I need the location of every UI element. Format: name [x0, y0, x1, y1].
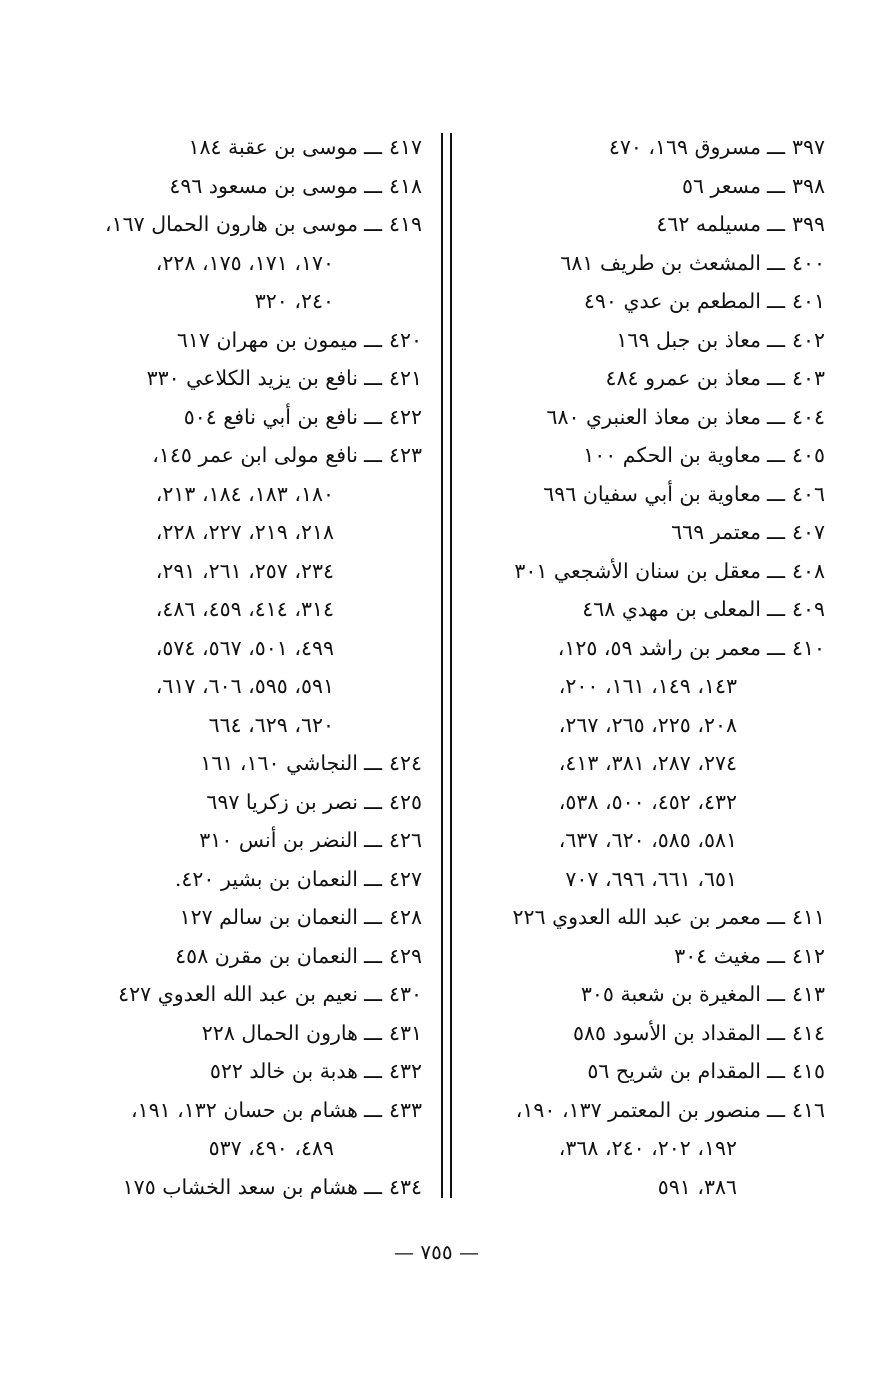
entry-pages: ٢٣٤، ٢٥٧، ٢٦١، ٢٩١،: [155, 558, 334, 583]
entry-pages: ٢١٨، ٢١٩، ٢٢٧، ٢٢٨،: [155, 520, 334, 544]
entry-dash: ـــ: [766, 982, 785, 1006]
index-entry: [470, 513, 825, 552]
entry-number: ٤١٨: [388, 173, 422, 198]
index-entry-continuation: [70, 282, 422, 321]
index-entry: [70, 436, 422, 475]
entry-text: النجاشي ١٦٠، ١٦١: [200, 751, 358, 775]
index-entry-continuation: [470, 783, 825, 822]
entry-number: ٤٠٨: [791, 558, 825, 583]
entry-pages: ٤٨٩، ٤٩٠، ٥٣٧: [208, 1136, 334, 1160]
index-entry-continuation: [70, 590, 422, 629]
entry-text: معاذ بن عمرو ٤٨٤: [605, 366, 761, 390]
entry-text: المغيرة بن شعبة ٣٠٥: [580, 982, 761, 1006]
index-entry: [470, 359, 825, 398]
index-entry-continuation: [470, 860, 825, 899]
index-entry: [70, 167, 422, 206]
entry-number: ٤٢٨: [388, 905, 422, 929]
entry-pages: ٣٨٦، ٥٩١: [657, 1174, 737, 1199]
entry-pages: ١٧٠، ١٧١، ١٧٥، ٢٢٨،: [155, 250, 334, 275]
entry-pages: ٥٨١، ٥٨٥، ٦٢٠، ٦٣٧،: [558, 828, 737, 852]
index-entry-continuation: [70, 475, 422, 514]
entry-dash: ـــ: [363, 1174, 382, 1199]
entry-number: ٤٢٣: [388, 443, 422, 467]
index-entry: [470, 167, 825, 206]
entry-dash: ـــ: [766, 250, 785, 275]
entry-text: معقل بن سنان الأشجعي ٣٠١: [514, 558, 761, 583]
entry-number: ٤٣٣: [388, 1097, 422, 1122]
entry-pages: ١٤٣، ١٤٩، ١٦١، ٢٠٠،: [558, 674, 737, 698]
index-entry: [470, 1014, 825, 1053]
entry-number: ٤٢٥: [388, 789, 422, 814]
entry-text: معتمر ٦٦٩: [671, 520, 761, 544]
index-entry: [70, 321, 422, 360]
index-entry: [470, 629, 825, 668]
index-entry: [470, 205, 825, 244]
index-entry: [470, 975, 825, 1014]
entry-number: ٤١٠: [791, 635, 825, 660]
entry-text: معاوية بن أبي سفيان ٦٩٦: [543, 481, 761, 506]
index-entry: [470, 321, 825, 360]
index-entry: [70, 744, 422, 783]
entry-dash: ـــ: [766, 289, 785, 313]
entry-dash: ـــ: [766, 443, 785, 467]
entry-dash: ـــ: [766, 558, 785, 583]
entry-dash: ـــ: [363, 404, 382, 429]
entry-number: ٤٠٦: [791, 481, 825, 506]
entry-number: ٤٢٦: [388, 828, 422, 852]
entry-number: ٣٩٩: [791, 212, 825, 236]
entry-text: المشعث بن طريف ٦٨١: [560, 250, 761, 275]
index-entry-continuation: [470, 1168, 825, 1207]
entry-number: ٤٣١: [388, 1020, 422, 1045]
entry-pages: ٣١٤، ٤١٤، ٤٥٩، ٤٨٦،: [155, 597, 334, 621]
index-entry-continuation: [470, 706, 825, 745]
entry-number: ٤٠٩: [791, 597, 825, 621]
entry-dash: ـــ: [363, 1097, 382, 1122]
entry-number: ٤١٢: [791, 943, 825, 968]
entry-text: النعمان بن مقرن ٤٥٨: [175, 943, 358, 968]
entry-number: ٤٢٧: [388, 866, 422, 891]
entry-pages: ٢٤٠، ٣٢٠: [254, 289, 334, 313]
entry-dash: ـــ: [766, 481, 785, 506]
index-entry: [70, 205, 422, 244]
index-entry: [70, 359, 422, 398]
entry-dash: ـــ: [766, 520, 785, 544]
entry-pages: ٤٩٩، ٥٠١، ٥٦٧، ٥٧٤،: [155, 635, 334, 660]
index-entry: [470, 282, 825, 321]
entry-dash: ـــ: [363, 212, 382, 236]
entry-number: ٤٠٢: [791, 327, 825, 352]
entry-number: ٤١٣: [791, 982, 825, 1006]
entry-text: مسروق ١٦٩، ٤٧٠: [608, 135, 761, 159]
index-entry: [470, 475, 825, 514]
entry-text: معمر بن راشد ٥٩، ١٢٥،: [557, 635, 761, 660]
entry-pages: ١٨٠، ١٨٣، ١٨٤، ٢١٣،: [155, 481, 334, 506]
index-column-left: [70, 128, 422, 1206]
entry-number: ٤٣٠: [388, 982, 422, 1006]
entry-number: ٤١١: [791, 905, 825, 929]
index-entry: [470, 1052, 825, 1091]
entry-number: ٤٠٠: [791, 250, 825, 275]
index-entry-continuation: [470, 744, 825, 783]
entry-pages: ١٩٢، ٢٠٢، ٢٤٠، ٣٦٨،: [558, 1136, 737, 1160]
entry-number: ٤٠٧: [791, 520, 825, 544]
index-entry: [470, 937, 825, 976]
entry-text: نافع مولى ابن عمر ١٤٥،: [152, 443, 358, 467]
index-entry: [470, 398, 825, 437]
entry-number: ٤٣٢: [388, 1059, 422, 1083]
entry-dash: ـــ: [766, 173, 785, 198]
index-entry: [70, 783, 422, 822]
entry-text: مسعر ٥٦: [681, 173, 761, 198]
entry-text: موسى بن هارون الحمال ١٦٧،: [105, 212, 358, 236]
entry-number: ٤٠٤: [791, 404, 825, 429]
index-entry: [70, 1052, 422, 1091]
index-entry: [470, 436, 825, 475]
entry-dash: ـــ: [363, 866, 382, 891]
index-entry: [470, 128, 825, 167]
entry-pages: ٦٥١، ٦٦١، ٦٩٦، ٧٠٧: [565, 866, 737, 891]
entry-text: المقدام بن شريح ٥٦: [587, 1059, 761, 1083]
entry-dash: ـــ: [363, 135, 382, 159]
entry-text: النعمان بن سالم ١٢٧: [179, 905, 358, 929]
entry-text: هشام بن سعد الخشاب ١٧٥: [122, 1174, 358, 1199]
entry-text: مسيلمه ٤٦٢: [656, 212, 761, 236]
entry-text: موسى بن مسعود ٤٩٦: [169, 173, 358, 198]
entry-text: هارون الحمال ٢٢٨: [201, 1020, 358, 1045]
index-entry-continuation: [70, 552, 422, 591]
entry-number: ٤١٧: [388, 135, 422, 159]
entry-pages: ٢٧٤، ٢٨٧، ٣٨١، ٤١٣،: [558, 751, 737, 775]
entry-text: معاوية بن الحكم ١٠٠: [583, 443, 761, 467]
entry-number: ٤١٩: [388, 212, 422, 236]
index-entry: [70, 1014, 422, 1053]
entry-text: نافع بن أبي نافع ٥٠٤: [183, 404, 358, 429]
index-entry: [470, 590, 825, 629]
index-entry: [470, 1091, 825, 1130]
entry-number: ٤١٤: [791, 1020, 825, 1045]
column-divider-line: [441, 133, 443, 1198]
index-entry-continuation: [70, 1129, 422, 1168]
index-entry-continuation: [70, 629, 422, 668]
entry-dash: ـــ: [363, 1020, 382, 1045]
entry-dash: ـــ: [766, 943, 785, 968]
entry-dash: ـــ: [363, 943, 382, 968]
index-entry: [70, 898, 422, 937]
entry-text: المطعم بن عدي ٤٩٠: [583, 289, 761, 313]
index-entry-continuation: [70, 667, 422, 706]
index-entry: [470, 244, 825, 283]
entry-text: موسى بن عقبة ١٨٤: [188, 135, 358, 159]
entry-dash: ـــ: [363, 366, 382, 390]
entry-number: ٤٢١: [388, 366, 422, 390]
index-column-right: [470, 128, 825, 1206]
entry-number: ٤٢٤: [388, 751, 422, 775]
index-entry: [70, 1091, 422, 1130]
entry-number: ٤٢٢: [388, 404, 422, 429]
entry-dash: ـــ: [766, 404, 785, 429]
entry-text: نعيم بن عبد الله العدوي ٤٢٧: [118, 982, 358, 1006]
entry-number: ٤٠٣: [791, 366, 825, 390]
entry-number: ٤١٥: [791, 1059, 825, 1083]
index-entry-continuation: [70, 706, 422, 745]
entry-dash: ـــ: [766, 1020, 785, 1045]
entry-dash: ـــ: [363, 1059, 382, 1083]
index-entry: [470, 552, 825, 591]
index-entry: [70, 975, 422, 1014]
entry-text: المقداد بن الأسود ٥٨٥: [573, 1020, 761, 1045]
entry-dash: ـــ: [766, 1097, 785, 1122]
entry-pages: ٦٢٠، ٦٢٩، ٦٦٤: [208, 712, 334, 737]
entry-number: ٤٠٥: [791, 443, 825, 467]
entry-text: معاذ بن جبل ١٦٩: [616, 327, 761, 352]
entry-dash: ـــ: [363, 789, 382, 814]
entry-number: ٣٩٨: [791, 173, 825, 198]
entry-dash: ـــ: [766, 635, 785, 660]
entry-number: ٤٣٤: [388, 1174, 422, 1199]
entry-number: ٤١٦: [791, 1097, 825, 1122]
index-entry: [70, 398, 422, 437]
entry-dash: ـــ: [766, 366, 785, 390]
entry-pages: ٤٣٢، ٤٥٢، ٥٠٠، ٥٣٨،: [558, 789, 737, 814]
index-entry: [470, 898, 825, 937]
entry-text: المعلى بن مهدي ٤٦٨: [582, 597, 761, 621]
index-entry-continuation: [470, 821, 825, 860]
entry-dash: ـــ: [766, 597, 785, 621]
entry-dash: ـــ: [363, 828, 382, 852]
index-entry: [70, 128, 422, 167]
entry-text: هشام بن حسان ١٣٢، ١٩١،: [130, 1097, 358, 1122]
index-entry: [70, 821, 422, 860]
entry-text: معمر بن عبد الله العدوي ٢٢٦: [512, 905, 761, 929]
entry-dash: ـــ: [766, 135, 785, 159]
entry-number: ٤٢٠: [388, 327, 422, 352]
entry-dash: ـــ: [766, 905, 785, 929]
entry-dash: ـــ: [363, 751, 382, 775]
entry-text: ميمون بن مهران ٦١٧: [176, 327, 358, 352]
entry-dash: ـــ: [766, 327, 785, 352]
index-entry-continuation: [470, 1129, 825, 1168]
index-entry-continuation: [470, 667, 825, 706]
index-entry-continuation: [70, 513, 422, 552]
entry-number: ٤٢٩: [388, 943, 422, 968]
entry-text: مغيث ٣٠٤: [674, 943, 761, 968]
entry-text: هدبة بن خالد ٥٢٢: [209, 1059, 358, 1083]
entry-text: نصر بن زكريا ٦٩٧: [206, 789, 358, 814]
index-entry: [70, 860, 422, 899]
entry-pages: ٢٠٨، ٢٢٥، ٢٦٥، ٢٦٧،: [558, 712, 737, 737]
entry-number: ٣٩٧: [791, 135, 825, 159]
entry-dash: ـــ: [363, 327, 382, 352]
entry-dash: ـــ: [363, 173, 382, 198]
entry-text: منصور بن المعتمر ١٣٧، ١٩٠،: [515, 1097, 761, 1122]
entry-text: النضر بن أنس ٣١٠: [199, 828, 358, 852]
entry-text: معاذ بن معاذ العنبري ٦٨٠: [546, 404, 761, 429]
entry-dash: ـــ: [766, 1059, 785, 1083]
entry-dash: ـــ: [766, 212, 785, 236]
entry-text: النعمان بن بشير ٤٢٠.: [174, 866, 358, 891]
entry-text: نافع بن يزيد الكلاعي ٣٣٠: [146, 366, 358, 390]
entry-pages: ٥٩١، ٥٩٥، ٦٠٦، ٦١٧،: [155, 674, 334, 698]
index-entry-continuation: [70, 244, 422, 283]
column-divider-line: [450, 133, 452, 1198]
entry-dash: ـــ: [363, 905, 382, 929]
index-entry: [70, 937, 422, 976]
entry-dash: ـــ: [363, 982, 382, 1006]
page-number: — ٧٥٥ —: [394, 1240, 479, 1264]
entry-dash: ـــ: [363, 443, 382, 467]
entry-number: ٤٠١: [791, 289, 825, 313]
index-entry: [70, 1168, 422, 1207]
